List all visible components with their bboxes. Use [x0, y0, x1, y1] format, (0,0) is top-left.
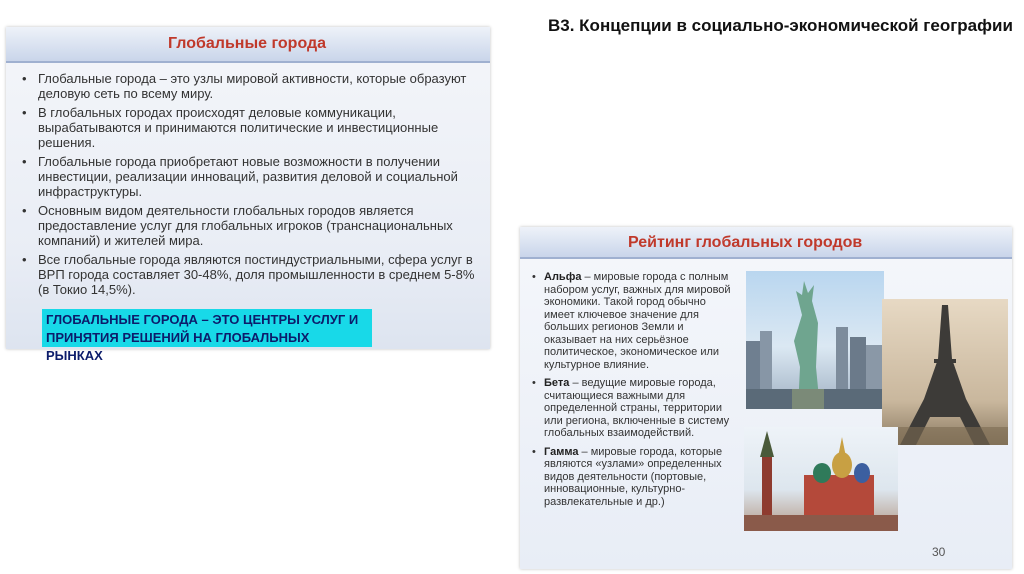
- rating-term-beta: Бета: [544, 377, 570, 389]
- paris-photo: [882, 299, 1008, 445]
- new-york-photo: [746, 271, 884, 409]
- list-item: [530, 446, 736, 509]
- slide-title: B3. Концепции в социально-экономической географии: [548, 16, 1013, 35]
- list-item: • В глобальных городах происходят деловые коммуникации, вырабатываются и принимаются политические и инвестиционные решения.: [20, 105, 480, 150]
- rating-card: [520, 227, 1012, 569]
- eiffel-tower-icon: [882, 299, 1008, 445]
- rating-heading: Рейтинг глобальных городов: [628, 234, 863, 251]
- rating-term-alpha: Альфа: [544, 271, 582, 283]
- rating-text-alpha: – мировые города с полным набором услуг, важных для мировой экономики. Такой город обычно имеет ключевое значение для больших регионов Земли и оказывает на них серьёзное политическое, экономическое или культурное влияние.: [544, 271, 731, 371]
- statue-of-liberty-icon: [746, 271, 884, 409]
- kremlin-icon: [744, 427, 898, 531]
- list-item: [530, 271, 736, 371]
- rating-term-gamma: Гамма: [544, 445, 579, 458]
- list-item: [530, 377, 736, 440]
- list-item: • Все глобальные города являются постиндустриальными, сфера услуг в ВРП города составляет 30-48%, доля промышленности в среднем 5-8% (в Токио 14,5%).: [20, 252, 480, 297]
- global-cities-header: [6, 27, 490, 63]
- moscow-photo: [744, 427, 898, 531]
- global-cities-list: [20, 71, 480, 301]
- page-number: 30: [932, 545, 946, 559]
- list-item: • Глобальные города приобретают новые возможности в получении инвестиции, реализации инноваций, развития деловой и социальной инфраструктуры.: [20, 154, 480, 199]
- global-cities-card: [6, 27, 490, 363]
- rating-text-beta: – ведущие мировые города, считающиеся важными для определенной страны, территории или региона, включенные в систему глобальных взаимодействий.: [544, 377, 730, 439]
- rating-text-gamma: – мировые города, которые являются «узлами» определенных видов деятельности (портовые, инновационные, культурно-развлекательные и др.): [544, 445, 723, 508]
- global-cities-heading: Глобальные города: [168, 35, 327, 52]
- list-item: • Глобальные города – это узлы мировой активности, которые образуют деловую сеть по всему миру.: [20, 71, 480, 101]
- rating-header: [520, 227, 1012, 259]
- callout-box: ГЛОБАЛЬНЫЕ ГОРОДА – ЭТО ЦЕНТРЫ УСЛУГ И ПРИНЯТИЯ РЕШЕНИЙ НА ГЛОБАЛЬНЫХ РЫНКАХ: [42, 309, 372, 347]
- list-item: • Основным видом деятельности глобальных городов является предоставление услуг для глобальных игроков (транснациональных компаний) и жителей мира.: [20, 203, 480, 248]
- rating-list: [530, 271, 736, 514]
